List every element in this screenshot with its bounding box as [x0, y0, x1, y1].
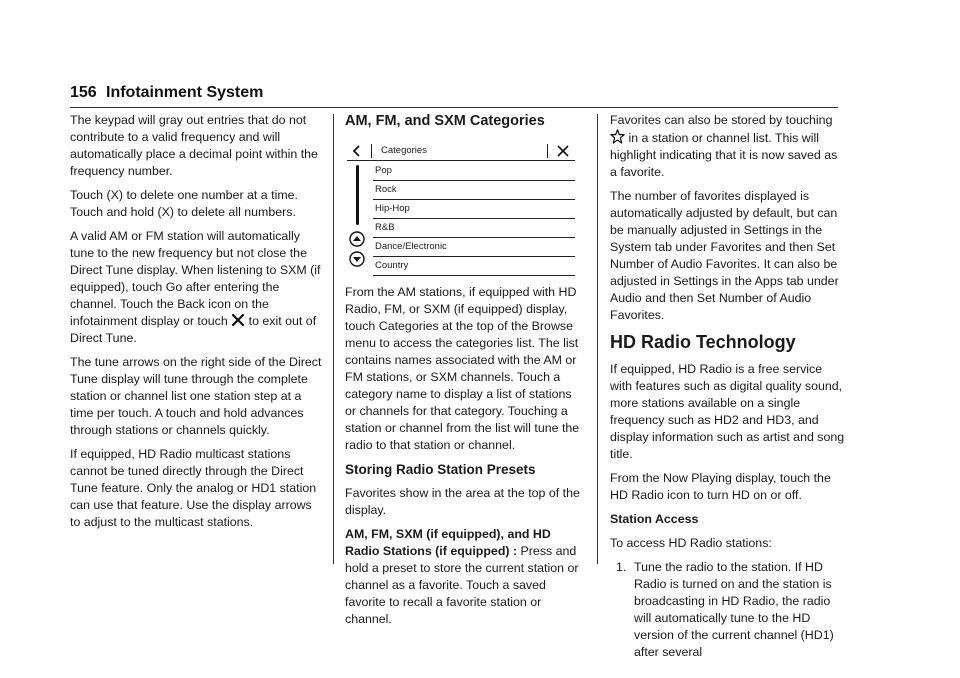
paragraph-text: in a station or channel list. This will highlight indicating that it is now saved as a favorite. — [610, 131, 838, 179]
star-icon — [610, 129, 625, 144]
column-divider — [333, 114, 334, 564]
list-number: 1. — [616, 560, 627, 574]
title-separator — [371, 144, 372, 158]
paragraph: Favorites show in the area at the top of the display. — [345, 486, 580, 517]
steps-list — [610, 559, 845, 661]
category-list — [373, 162, 575, 276]
category-item: Dance/Electronic — [373, 238, 575, 257]
sub-label: Station Access — [610, 512, 699, 526]
column-left — [70, 112, 324, 538]
scroll-indicator — [356, 165, 359, 225]
paragraph-text: A valid AM or FM station will automatically tune to the new frequency but not close the Direct Tune display. When listening to SXM (if equipped), touch Go after entering the channel. Touch the Back icon on the infotainment display or touch — [70, 229, 321, 328]
paragraph: To access HD Radio stations: — [610, 536, 772, 550]
paragraph: From the Now Playing display, touch the HD Radio icon to turn HD on or off. — [610, 471, 831, 502]
paragraph — [70, 228, 324, 347]
column-middle — [345, 112, 585, 635]
scroll-up-icon — [349, 231, 365, 247]
paragraph — [345, 526, 585, 628]
column-right — [610, 112, 845, 661]
list-text: Tune the radio to the station. If HD Radio is turned on and the station is broadcasting in HD Radio, the radio will automatically tune to the HD version of the current channel (HD1) after several — [634, 560, 834, 659]
page-number: 156 — [70, 84, 97, 101]
categories-screen-figure — [345, 140, 577, 272]
paragraph: Touch (X) to delete one number at a time. Touch and hold (X) to delete all numbers. — [70, 188, 298, 219]
category-item: Country — [373, 257, 575, 276]
category-item: Rock — [373, 181, 575, 200]
screen-title-bar — [347, 142, 575, 161]
header-rule — [70, 107, 838, 108]
scroll-down-icon — [349, 251, 365, 267]
paragraph: The tune arrows on the right side of the Direct Tune display will tune through the complete station or channel list one station step at a time per touch. A touch and hold advances through stations or channels quickly. — [70, 355, 322, 437]
page-title: Infotainment System — [106, 84, 264, 101]
section-heading: AM, FM, and SXM Categories — [345, 113, 545, 129]
paragraph-text: to exit out of Direct Tune. — [70, 314, 317, 345]
category-item: Hip-Hop — [373, 200, 575, 219]
category-item: Pop — [373, 162, 575, 181]
back-arrow-icon — [351, 144, 363, 158]
close-icon — [231, 313, 245, 327]
list-item — [610, 559, 845, 661]
title-separator — [547, 144, 548, 158]
paragraph: If equipped, HD Radio is a free service with features such as digital quality sound, more stations available on a single frequency such as HD2 and HD3, and display information such as artist and song title. — [610, 362, 845, 461]
paragraph-text: Favorites can also be stored by touching — [610, 113, 833, 127]
section-heading: HD Radio Technology — [610, 332, 796, 352]
column-divider — [597, 114, 598, 564]
paragraph: If equipped, HD Radio multicast stations cannot be tuned directly through the Direct Tune feature. Only the analog or HD1 station can use that feature. Use the display arrows to adjust to the multicast stations. — [70, 447, 317, 529]
paragraph: The number of favorites displayed is automatically adjusted by default, but can be manually adjusted in Settings in the System tab under Favorites and then Set Number of Audio Favorites. It can also be adjusted in Settings in the Apps tab under Audio and then Set Number of Audio Favorites. — [610, 189, 839, 322]
sub-heading: Storing Radio Station Presets — [345, 462, 536, 477]
paragraph — [610, 112, 845, 181]
bold-lead: AM, FM, SXM (if equipped), and HD Radio Stations (if equipped) : — [345, 527, 551, 558]
paragraph: The keypad will gray out entries that do not contribute to a valid frequency and will automatically place a decimal point within the frequency number. — [70, 113, 318, 178]
paragraph: From the AM stations, if equipped with HD Radio, FM, or SXM (if equipped) display, touch Categories at the top of the Browse menu to access the categories list. The list contains names associated with the AM or FM stations, or SXM channels. Touch a category name to display a list of stations or channels for that category. Touching a station or channel from the list will tune the radio to that station or channel. — [345, 285, 580, 452]
screen-title: Categories — [381, 145, 427, 156]
category-item: R&B — [373, 219, 575, 238]
page-header — [70, 84, 850, 106]
paragraph-text: Press and hold a preset to store the current station or channel as a favorite. Touch a saved favorite to recall a favorite station or channel. — [345, 544, 579, 626]
close-icon — [557, 145, 569, 157]
